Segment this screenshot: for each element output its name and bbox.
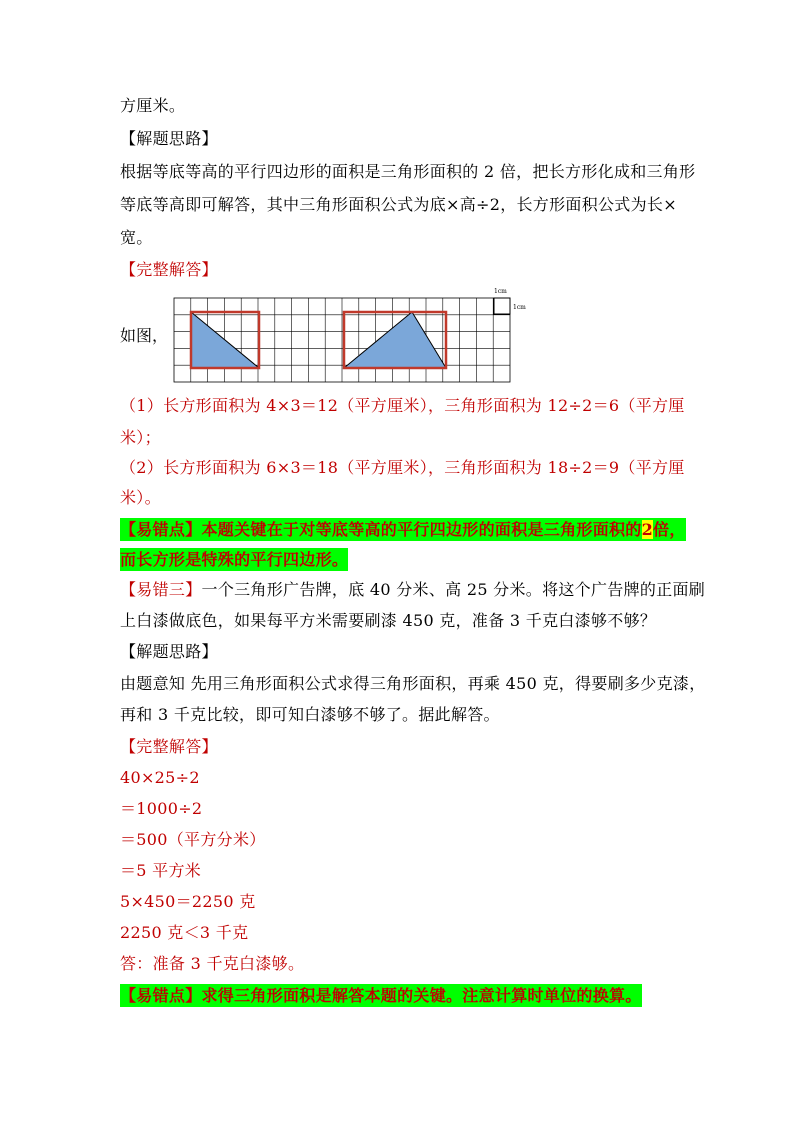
thinking-2-line-1: 由题意知 先用三角形面积公式求得三角形面积，再乘 450 克，得要刷多少克漆， — [120, 674, 706, 693]
calc-step-6: 2250 克＜3 千克 — [120, 923, 249, 942]
answer-2-line-1: （2）长方形面积为 6×3＝18（平方厘米），三角形面积为 18÷2＝9（平方厘 — [120, 458, 685, 477]
question-tag: 【易错三】 — [120, 580, 202, 599]
error-note-2 — [120, 986, 642, 1006]
answer-2-line-2: 米）。 — [120, 488, 161, 507]
error-note-1-part-a: 【易错点】本题关键在于对等底等高的平行四边形的面积是三角形面积的 — [120, 520, 642, 539]
unit-label-horizontal: 1cm — [494, 288, 507, 295]
calc-step-1: 40×25÷2 — [120, 768, 200, 787]
thinking-1-line-2: 等底等高即可解答，其中三角形面积公式为底×高÷2，长方形面积公式为长× — [120, 195, 677, 214]
answer-title-2: 【完整解答】 — [120, 737, 218, 756]
grid-figure — [172, 286, 592, 386]
error-note-1-line-1 — [120, 520, 686, 540]
calc-step-5: 5×450＝2250 克 — [120, 892, 256, 911]
figure-prefix: 如图， — [120, 326, 169, 345]
answer-1-line-1: （1）长方形面积为 4×3＝12（平方厘米），三角形面积为 12÷2＝6（平方厘 — [120, 396, 685, 415]
error-note-1-line-2-text: 而长方形是特殊的平行四边形。 — [120, 550, 349, 569]
error-note-1-part-b: 倍， — [653, 520, 686, 539]
calc-step-3: ＝500（平方分米） — [120, 830, 266, 849]
thinking-1-line-1: 根据等底等高的平行四边形的面积是三角形面积的 2 倍，把长方形化成和三角形 — [120, 162, 696, 181]
calc-step-2: ＝1000÷2 — [120, 799, 203, 818]
left-triangle — [191, 312, 259, 368]
answer-1-line-2: 米）； — [120, 428, 161, 447]
question-3-line-1: 一个三角形广告牌，底 40 分米、高 25 分米。将这个广告牌的正面刷 — [201, 580, 706, 599]
section1-tail: 方厘米。 — [120, 96, 186, 115]
thinking-title-2: 【解题思路】 — [120, 642, 218, 661]
right-triangle — [344, 312, 446, 368]
unit-square — [494, 298, 510, 314]
question-3 — [120, 580, 705, 600]
thinking-title-1: 【解题思路】 — [120, 129, 218, 148]
error-note-1-line-2 — [120, 550, 348, 570]
unit-label-vertical: 1cm — [513, 304, 526, 311]
error-note-2-text: 【易错点】求得三角形面积是解答本题的关键。注意计算时单位的换算。 — [120, 986, 642, 1005]
thinking-2-line-2: 再和 3 千克比较，即可知白漆够不够了。据此解答。 — [120, 705, 500, 724]
answer-title-1: 【完整解答】 — [120, 260, 218, 279]
thinking-1-line-3: 宽。 — [120, 228, 153, 247]
calc-step-4: ＝5 平方米 — [120, 861, 202, 880]
final-answer: 答：准备 3 千克白漆够。 — [120, 954, 305, 973]
question-3-line-2: 上白漆做底色，如果每平方米需要刷漆 450 克，准备 3 千克白漆够不够？ — [120, 611, 657, 630]
error-note-1-number: 2 — [641, 520, 654, 539]
